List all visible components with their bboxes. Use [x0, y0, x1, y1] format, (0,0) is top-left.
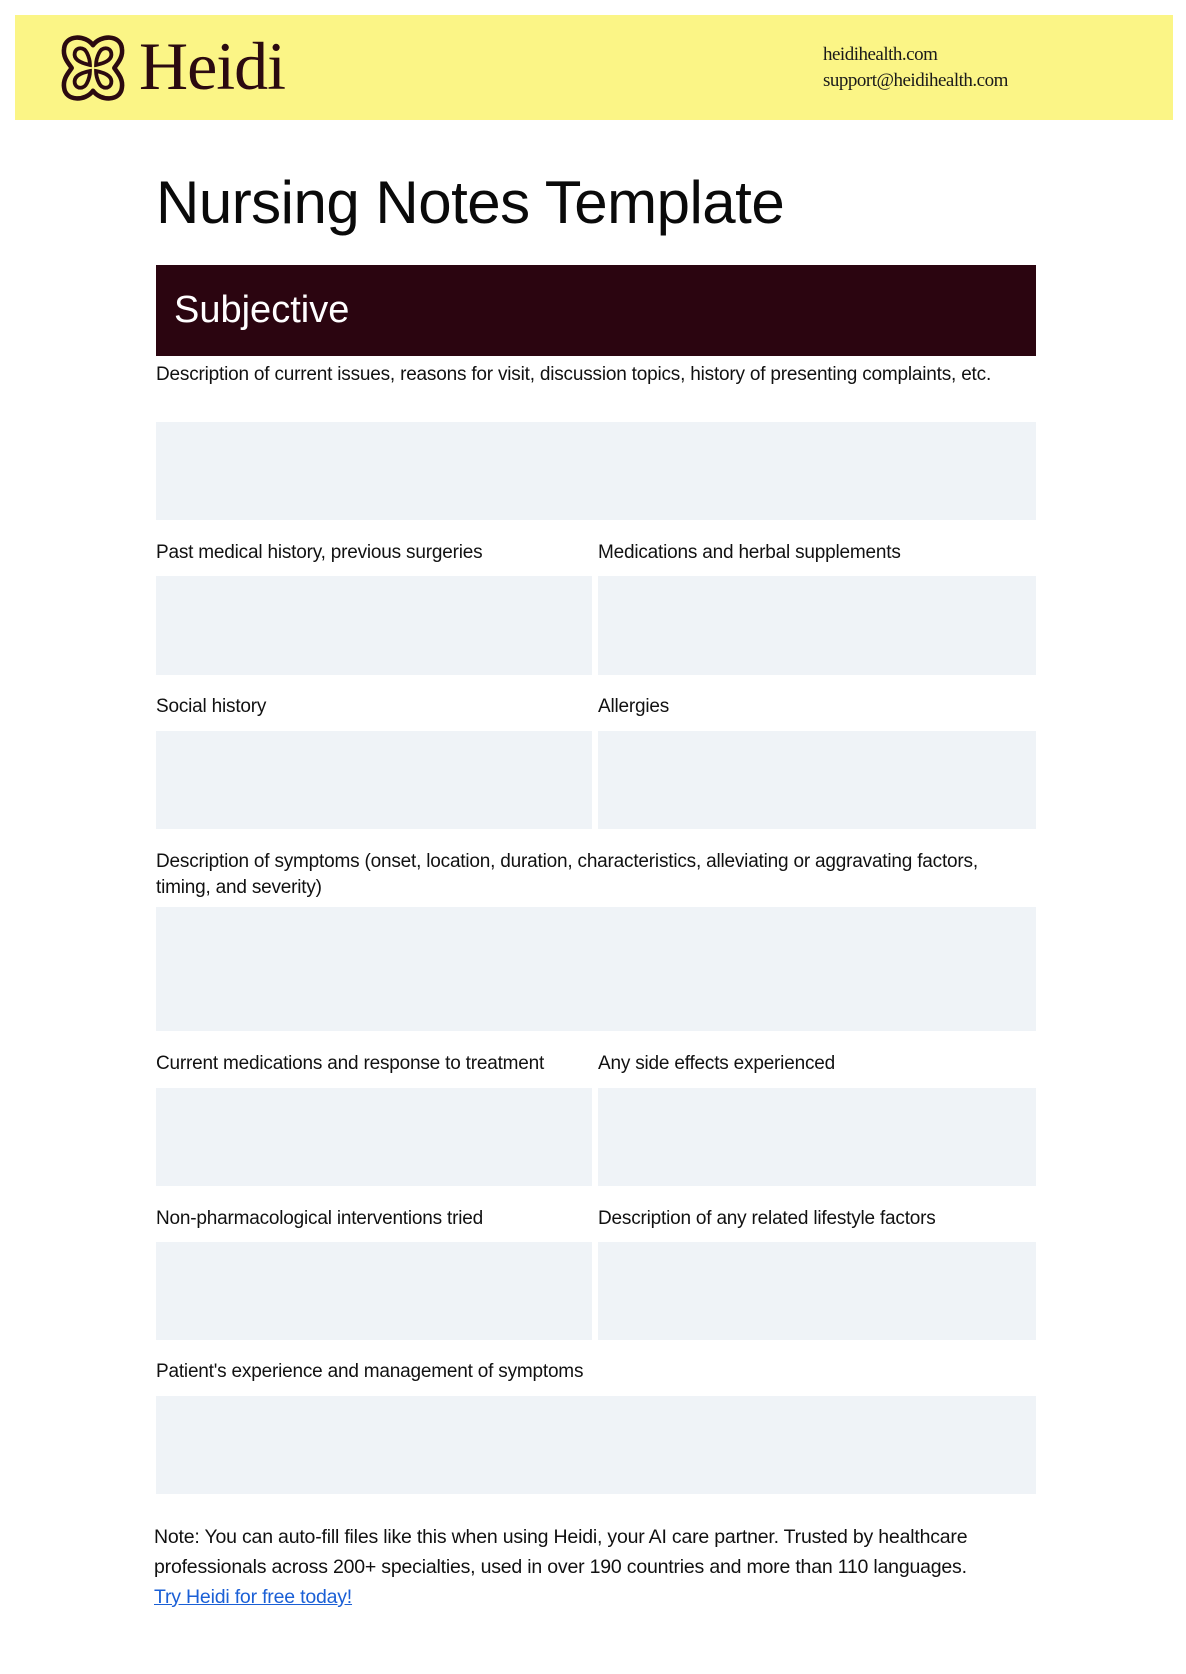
patient-experience-field[interactable] — [156, 1396, 1036, 1494]
section-title: Subjective — [174, 289, 350, 331]
footer-note — [154, 1522, 1054, 1612]
allergies-field[interactable] — [598, 731, 1036, 829]
side-effects-field[interactable] — [598, 1088, 1036, 1186]
contact-info — [823, 42, 1008, 94]
field-label-past-medical-history: Past medical history, previous surgeries — [156, 542, 483, 563]
field-label-medications-supplements: Medications and herbal supplements — [598, 542, 901, 563]
social-history-field[interactable] — [156, 731, 592, 829]
lifestyle-factors-field[interactable] — [598, 1242, 1036, 1340]
try-heidi-link[interactable]: Try Heidi for free today! — [154, 1586, 353, 1608]
field-label-social-history: Social history — [156, 696, 267, 717]
brand-name: Heidi — [139, 28, 286, 104]
past-medical-history-field[interactable] — [156, 576, 592, 675]
symptoms-description-field[interactable] — [156, 907, 1036, 1031]
medications-supplements-field[interactable] — [598, 576, 1036, 675]
current-issues-field[interactable] — [156, 422, 1036, 520]
website-link[interactable]: heidihealth.com — [823, 44, 938, 65]
field-label-patient-experience: Patient's experience and management of symptoms — [156, 1361, 584, 1382]
page-title: Nursing Notes Template — [156, 169, 785, 236]
non-pharmacological-interventions-field[interactable] — [156, 1242, 592, 1340]
field-label-current-medications-response: Current medications and response to treatment — [156, 1053, 545, 1074]
field-label-allergies: Allergies — [598, 696, 670, 717]
field-label-side-effects: Any side effects experienced — [598, 1053, 835, 1074]
support-email-link[interactable]: support@heidihealth.com — [823, 70, 1008, 91]
field-label-non-pharmacological-interventions: Non-pharmacological interventions tried — [156, 1208, 483, 1229]
field-label-lifestyle-factors: Description of any related lifestyle factors — [598, 1208, 936, 1229]
header-banner — [15, 15, 1173, 120]
section-header-subjective — [156, 265, 1036, 356]
footer-note-text: Note: You can auto-fill files like this when using Heidi, your AI care partner. Trusted by healthcare professionals across 200+ specialties, used in over 190 countries and more than 110 languages. — [154, 1526, 968, 1578]
current-medications-response-field[interactable] — [156, 1088, 592, 1186]
heidi-quatrefoil-logo-icon — [55, 30, 131, 106]
brand-logo — [55, 30, 285, 106]
field-label-current-issues: Description of current issues, reasons for visit, discussion topics, history of presenting complaints, etc. — [156, 364, 992, 385]
field-label-symptoms: Description of symptoms (onset, location, duration, characteristics, alleviating or aggravating factors, timing, and severity) — [156, 851, 978, 898]
